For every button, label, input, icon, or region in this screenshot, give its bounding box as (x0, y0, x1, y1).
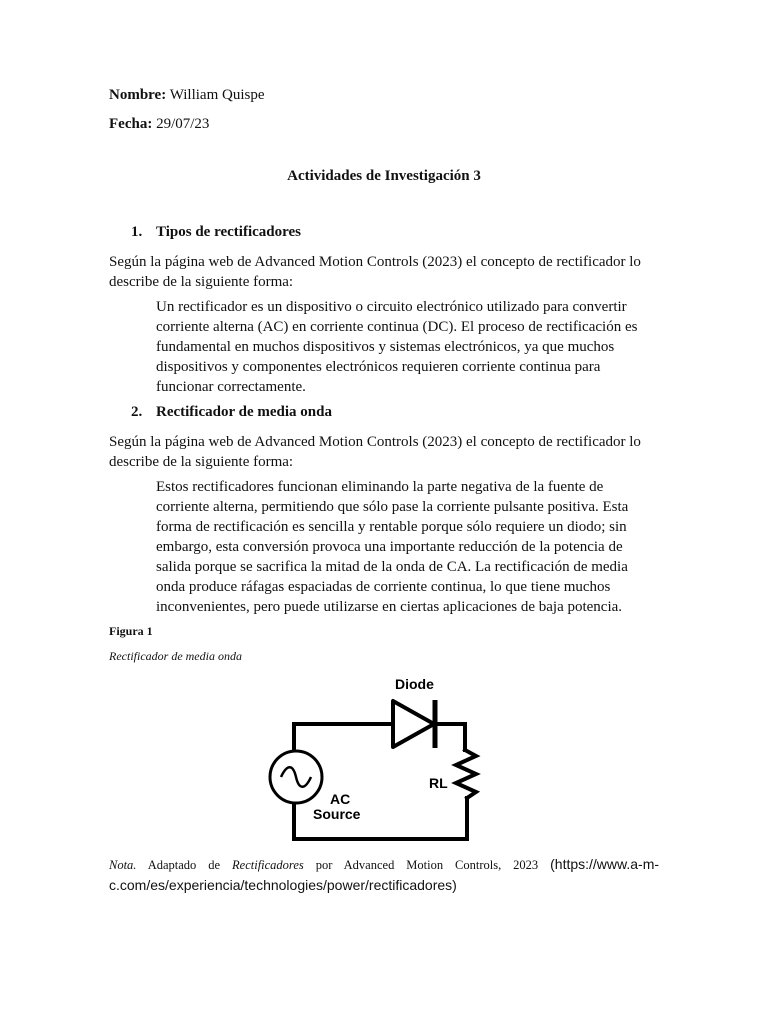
section-1-number: 1. (131, 224, 143, 240)
note-prefix: Nota. (109, 858, 137, 872)
wire-top-right (439, 724, 465, 750)
note-text-before: Adaptado de (147, 858, 221, 872)
date-value: 29/07/23 (156, 116, 210, 132)
note-source-title: Rectificadores (232, 858, 304, 872)
figure-note (109, 854, 659, 896)
source-label-line1: AC (330, 791, 351, 807)
note-url[interactable]: (https://www.a-m-c.com/es/experiencia/technologies/power/rectificadores) (109, 856, 660, 893)
diode-label: Diode (395, 676, 434, 692)
load-label: RL (429, 775, 448, 791)
source-label-line2: Source (313, 806, 361, 822)
name-label: Nombre: (109, 87, 167, 103)
section-1-quote: Un rectificador es un dispositivo o circuito electrónico utilizado para convertir corriente alterna (AC) en corriente continua (DC). El proceso de rectificación es fundamental en muchos dispositivos y sistemas electrónicos, ya que muchos dispositivos y componentes electrónicos requieren corriente continua para funcionar correctamente. (156, 299, 638, 395)
figure-caption: Rectificador de media onda (109, 649, 242, 663)
diode-icon (393, 700, 435, 748)
section-2-intro: Según la página web de Advanced Motion Controls (2023) el concepto de rectificador lo describe de la siguiente forma: (109, 434, 641, 470)
resistor-icon (456, 750, 476, 798)
section-1-heading: Tipos de rectificadores (156, 224, 301, 240)
date-line (109, 114, 209, 134)
ac-source-icon (270, 751, 322, 803)
note-text-after: por Advanced Motion Controls, 2023 (315, 858, 539, 872)
wire-top-left (294, 724, 392, 751)
name-value: William Quispe (169, 87, 265, 103)
section-2-number: 2. (131, 404, 143, 420)
figure-label: Figura 1 (109, 624, 153, 638)
date-label: Fecha: (109, 116, 153, 132)
name-line (109, 85, 265, 105)
half-wave-rectifier-diagram (262, 668, 502, 848)
page-title: Actividades de Investigación 3 (287, 168, 481, 184)
section-2-heading: Rectificador de media onda (156, 404, 332, 420)
section-1-intro: Según la página web de Advanced Motion Controls (2023) el concepto de rectificador lo describe de la siguiente forma: (109, 254, 641, 290)
section-2-quote: Estos rectificadores funcionan eliminando la parte negativa de la fuente de corriente alterna, permitiendo que sólo pase la corriente pulsante positiva. Esta forma de rectificación es sencilla y rentable porque sólo requiere un diodo; sin embargo, esta conversión provoca una importante reducción de la potencia de salida porque se sacrifica la mitad de la onda de CA. La rectificación de media onda produce ráfagas espaciadas de corriente continua, lo que tiene muchos inconvenientes, pero puede utilizarse en ciertas aplicaciones de baja potencia. (156, 479, 629, 615)
